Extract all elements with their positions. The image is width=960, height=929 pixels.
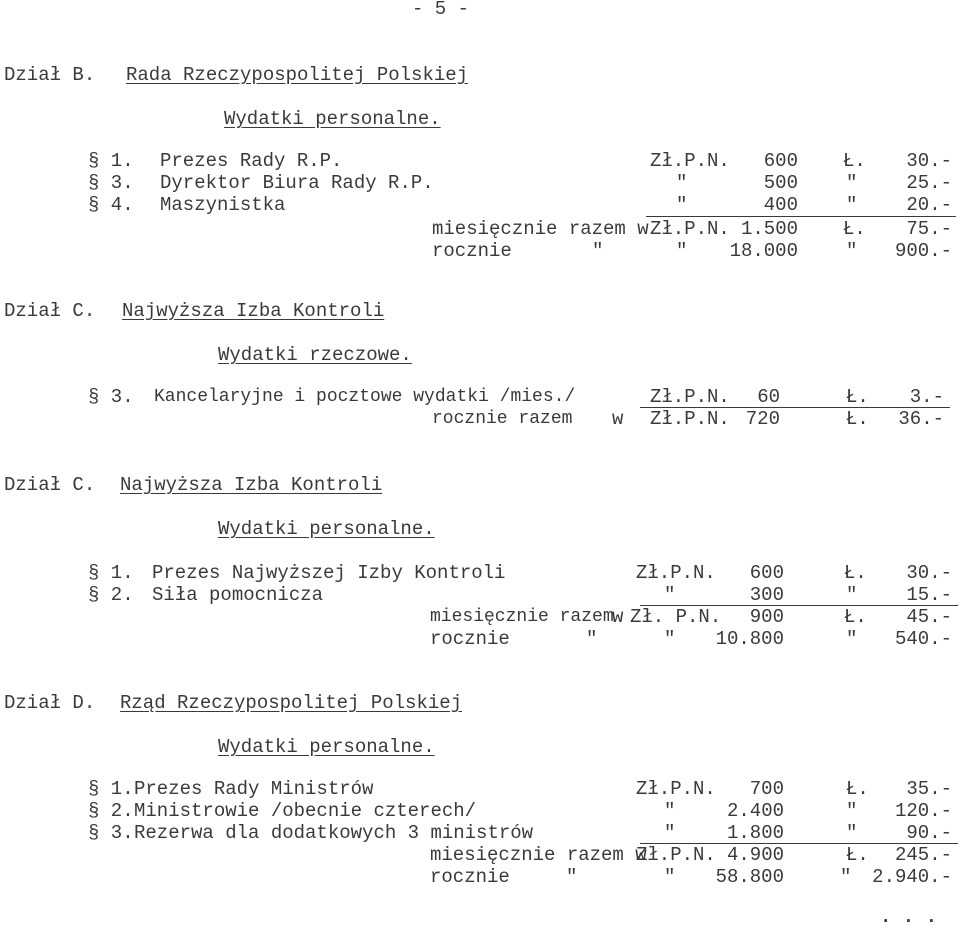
monthly-total-value: 245.- <box>894 844 952 866</box>
amount-value: 15.- <box>906 584 952 606</box>
item-description: Prezes Rady R.P. <box>160 150 343 172</box>
yearly-total-zl: 58.800 <box>715 866 784 888</box>
currency: " <box>664 866 676 888</box>
currency-symbol: " <box>846 172 858 194</box>
amount-zl: 1.800 <box>726 822 784 844</box>
paragraph-number: § 3. <box>88 172 134 194</box>
item-description: Prezes Rady Ministrów <box>134 778 374 800</box>
currency-symbol: Ł. <box>843 150 866 172</box>
section-b-label: Dział B. <box>4 64 96 86</box>
amount-value: 30.- <box>906 562 952 584</box>
section-c1-label: Dział C. <box>4 300 96 322</box>
paragraph-number: § 4. <box>88 194 134 216</box>
section-c1-subtitle: Wydatki rzeczowe. <box>218 344 412 366</box>
amount-zl: 700 <box>749 778 784 800</box>
currency: Zł.P.N. <box>650 150 730 172</box>
amount-zl: 500 <box>763 172 798 194</box>
amount-value: 30.- <box>906 150 952 172</box>
paragraph-number: § 2. <box>88 584 134 606</box>
section-c2-title: Najwyższa Izba Kontroli <box>120 474 383 496</box>
yearly-total-zl: 18.000 <box>729 240 798 262</box>
currency-symbol: " <box>846 628 858 650</box>
paragraph-number: § 3. <box>88 822 134 844</box>
amount-value: 25.- <box>906 172 952 194</box>
currency-symbol: Ł. <box>846 778 869 800</box>
amount-value: 20.- <box>906 194 952 216</box>
currency: Zł.P.N. <box>636 778 716 800</box>
continuation-dots: . . . <box>880 906 938 928</box>
yearly-total-value: 540.- <box>894 628 952 650</box>
yearly-total-label: rocznie razem <box>432 409 573 429</box>
yearly-total-value: 900.- <box>894 240 952 262</box>
currency-symbol: " <box>840 866 852 888</box>
item-description: Ministrowie /obecnie czterech/ <box>134 800 477 822</box>
section-b-title: Rada Rzeczypospolitej Polskiej <box>126 64 469 86</box>
monthly-total-value: 45.- <box>906 606 952 628</box>
currency: Zł.P.N. <box>650 218 730 240</box>
amount-value: 35.- <box>906 778 952 800</box>
currency: Zł.P.N. <box>650 408 730 430</box>
paragraph-number: § 1. <box>88 150 134 172</box>
currency: " <box>664 800 676 822</box>
currency-symbol: " <box>846 240 858 262</box>
monthly-total-value: 75.- <box>906 218 952 240</box>
ditto-mark: " <box>592 240 604 262</box>
section-d-subtitle: Wydatki personalne. <box>218 736 435 758</box>
ditto-mark: " <box>566 866 578 888</box>
currency-symbol: " <box>846 194 858 216</box>
amount-zl: 400 <box>763 194 798 216</box>
yearly-total-label: rocznie <box>430 866 510 888</box>
paragraph-number: § 1. <box>88 562 134 584</box>
item-description: Rezerwa dla dodatkowych 3 ministrów <box>134 822 534 844</box>
monthly-total-label: miesięcznie razem <box>430 607 614 627</box>
currency-symbol: Ł. <box>846 386 869 408</box>
amount-zl: 2.400 <box>726 800 784 822</box>
currency-symbol: " <box>846 584 858 606</box>
item-description: Siła pomocnicza <box>152 584 324 606</box>
ditto-mark: " <box>586 628 598 650</box>
amount-zl: 60 <box>757 386 780 408</box>
section-d-title: Rząd Rzeczypospolitej Polskiej <box>120 692 463 714</box>
monthly-total-zl: 900 <box>749 606 784 628</box>
yearly-total-zl: 10.800 <box>715 628 784 650</box>
section-d-label: Dział D. <box>4 692 96 714</box>
paragraph-number: § 1. <box>88 778 134 800</box>
currency: " <box>676 240 688 262</box>
amount-value: 120.- <box>894 800 952 822</box>
item-description: Dyrektor Biura Rady R.P. <box>160 172 434 194</box>
sum-line <box>646 216 956 217</box>
section-c2-subtitle: Wydatki personalne. <box>218 518 435 540</box>
paragraph-number: § 2. <box>88 800 134 822</box>
currency: " <box>664 822 676 844</box>
currency: " <box>676 194 688 216</box>
section-c1-title: Najwyższa Izba Kontroli <box>122 300 385 322</box>
monthly-total-zl: 4.900 <box>726 844 784 866</box>
currency-symbol: Ł. <box>843 218 866 240</box>
currency: Zł.P.N. <box>650 386 730 408</box>
amount-zl: 600 <box>763 150 798 172</box>
amount-zl: 600 <box>749 562 784 584</box>
page-number: - 5 - <box>412 0 470 20</box>
item-description: Prezes Najwyższej Izby Kontroli <box>152 562 506 584</box>
item-description: Kancelaryjne i pocztowe wydatki /mies./ <box>154 387 576 407</box>
yearly-total-value: 2.940.- <box>872 866 952 888</box>
currency: Zł.P.N. <box>636 844 716 866</box>
yearly-total-value: 36.- <box>898 408 944 430</box>
monthly-total-label: miesięcznie razem w <box>432 218 649 240</box>
amount-zl: 300 <box>749 584 784 606</box>
currency-symbol: Ł. <box>846 408 869 430</box>
currency: " <box>664 584 676 606</box>
currency: " <box>676 172 688 194</box>
amount-value: 3.- <box>909 386 944 408</box>
monthly-total-label: miesięcznie razem w <box>430 844 647 866</box>
section-b-subtitle: Wydatki personalne. <box>224 108 441 130</box>
amount-value: 90.- <box>906 822 952 844</box>
currency-symbol: Ł. <box>846 844 869 866</box>
w-word: w <box>612 408 624 430</box>
currency: Zł. P.N. <box>630 606 722 628</box>
yearly-total-zl: 720 <box>745 408 780 430</box>
currency: " <box>664 628 676 650</box>
w-word: w <box>612 606 624 628</box>
yearly-total-label: rocznie <box>430 628 510 650</box>
currency-symbol: " <box>846 822 858 844</box>
item-description: Maszynistka <box>160 194 286 216</box>
currency-symbol: Ł. <box>844 562 867 584</box>
yearly-total-label: rocznie <box>432 240 512 262</box>
monthly-total-zl: 1.500 <box>740 218 798 240</box>
section-c2-label: Dział C. <box>4 474 96 496</box>
currency-symbol: " <box>846 800 858 822</box>
currency: Zł.P.N. <box>636 562 716 584</box>
currency-symbol: Ł. <box>844 606 867 628</box>
paragraph-number: § 3. <box>88 386 134 408</box>
